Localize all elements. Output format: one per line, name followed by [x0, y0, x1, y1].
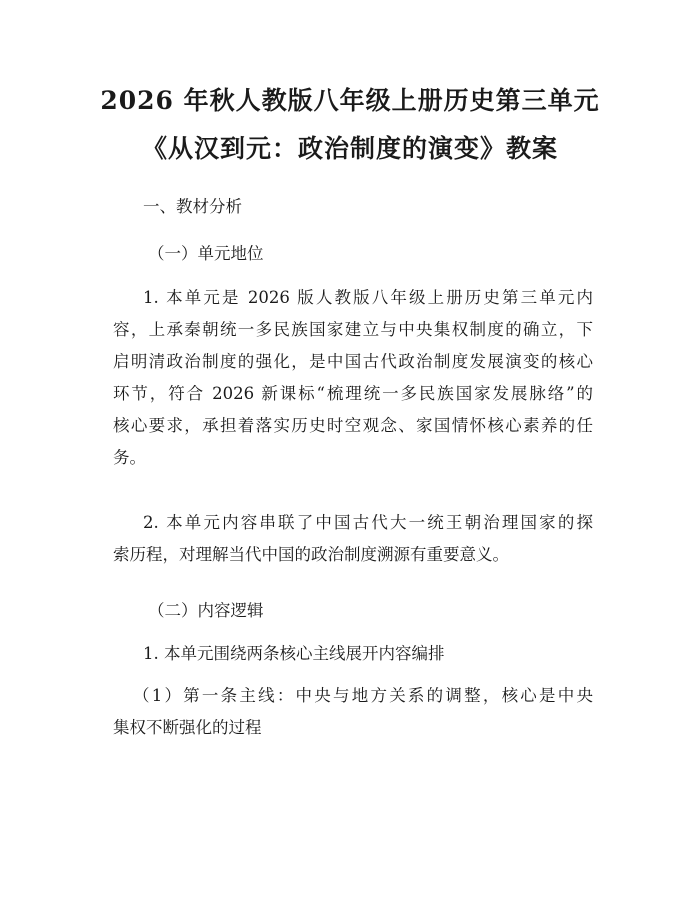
paragraph-line: 集权不断强化的过程 — [113, 718, 262, 737]
paragraph-line: 1. 本单元是 2026 版人教版八年级上册历史第三单元内 — [143, 288, 593, 307]
paragraph-content-logic-1: 1. 本单元围绕两条核心主线展开内容编排 — [143, 644, 445, 663]
paragraph-line: 务。 — [113, 448, 146, 467]
document-title-line-1: 2026 年秋人教版八年级上册历史第三单元 — [100, 86, 600, 115]
paragraph-unit-position-1 — [113, 282, 593, 474]
paragraph-unit-position-2 — [113, 507, 593, 571]
paragraph-line: 启明清政治制度的强化，是中国古代政治制度发展演变的核心 — [113, 352, 593, 371]
paragraph-line: 核心要求，承担着落实历史时空观念、家国情怀核心素养的任 — [113, 416, 593, 435]
paragraph-line: 容，上承秦朝统一多民族国家建立与中央集权制度的确立，下 — [113, 320, 593, 339]
paragraph-line: 索历程，对理解当代中国的政治制度溯源有重要意义。 — [113, 545, 509, 564]
paragraph-line: 环节，符合 2026 新课标“梳理统一多民族国家发展脉络”的 — [113, 384, 593, 403]
subsection-heading-unit-position: （一）单元地位 — [148, 244, 264, 263]
section-heading-textbook-analysis: 一、教材分析 — [143, 197, 242, 216]
paragraph-line: 2. 本单元内容串联了中国古代大一统王朝治理国家的探 — [143, 513, 593, 532]
subsection-heading-content-logic: （二）内容逻辑 — [148, 601, 264, 620]
paragraph-line: （1）第一条主线：中央与地方关系的调整，核心是中央 — [133, 686, 593, 705]
document-title-line-2: 《从汉到元：政治制度的演变》教案 — [141, 134, 558, 163]
paragraph-first-main-line — [113, 680, 593, 744]
